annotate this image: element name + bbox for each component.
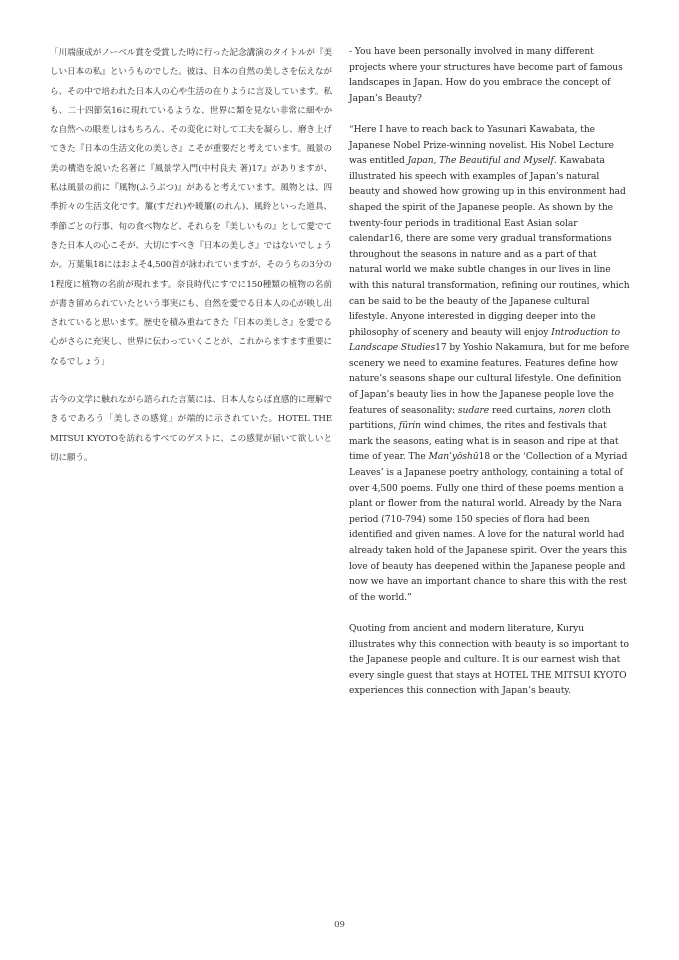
term-manyoshu: Man’yōshū	[428, 452, 479, 463]
japanese-paragraph-quote: 「川端康成がノーベル賞を受賞した時に行った記念講演のタイトルが『美しい日本の私』というものでした。彼は、日本の自然の美しさを伝えながら、その中で培われた日本人の心や生活の在りように言及しています。私も、二十四節気16に現れているような、世界に類を見ない非常に細やかな自然への眼差しはもちろん、その変化に対して工夫を凝らし、磨き上げてきた『日本の生活文化の美しさ』こそが重要だと考えています。風景の美の構造を説いた名著に『風景学入門(中村良夫 著)17』がありますが、私は風景の前に『風物(ふうぶつ)』があると考えています。風物とは、四季折々の生活文化です。簾(すだれ)や暖簾(のれん)、風鈴といった道具、季節ごとの行事、旬の食べ物など、それらを『美しいもの』として愛でてきた日本人の心こそが、大切にすべき『日本の美しさ』ではないでしょうか。万葉集18にはおよそ4,500首が詠われていますが、そのうちの3分の1程度に植物の名前が現れます。奈良時代にすでに150種類の植物の名前が書き留められていたという事実にも、自然を愛でる日本人の心が映し出されていると思います。歴史を積み重ねてきた『日本の美しさ』を愛でる心がさらに充実し、世界に伝わっていくことが、これからますます重要になるでしょう」	[50, 48, 332, 367]
closing-paragraph: Quoting from ancient and modern literature, Kuryu illustrates why this connection with beauty is so important to the Japanese people and culture. It is our earnest wish that every single guest that stays at HOTEL THE MITSUI KYOTO experiences this connection with Japan’s beauty.	[349, 623, 629, 697]
interview-answer: “Here I have to reach back to Yasunari Kawabata, the Japanese Nobel Prize-winning novelist. His Nobel Lecture was entitled Japan, The Beautiful and Myself. Kawabata illustrated his speech with examples of Japan’s natural beauty and showed how growing up in this environment had shaped the spirit of the Japanese people. As shown by the twenty-four periods in traditional East Asian solar calendar16, there are some very gradual transformations throughout the seasons in nature and as a part of that natural world we make subtle changes in our lives in line with this natural transformation, refining our routines, which can be said to be the beauty of the Japanese cultural lifestyle. Anyone interested in digging deeper into the philosophy of scenery and beauty will enjoy Introduction to Landscape Studies17 by Yoshio Nakamura, but for me before scenery we need to examine features. Features define how nature’s seasons shape our cultural lifestyle. One definition of Japan’s beauty lies in how the Japanese people love the features of seasonality: sudare reed curtains, noren cloth partitions, fūrin wind chimes, the rites and festivals that mark the seasons, eating what is in season and ripe at that time of year. The Man’yōshū18 or the ‘Collection of a Myriad Leaves’ is a Japanese poetry anthology, containing a total of over 4,500 poems. Fully one third of these poems mention a plant or flower from the natural world. Already by the Nara period (710-794) some 150 species of flora had been identified and given names. A love for the natural world had already taken hold of the Japanese spirit. Over the years this love of beauty has deepened within the Japanese people and now we have an important chance to share this with the rest of the world.”	[349, 124, 630, 603]
term-furin: fūrin	[398, 421, 421, 432]
term-noren: noren	[558, 405, 586, 416]
book-title-japan-beautiful: Japan, The Beautiful and Myself	[407, 156, 554, 167]
interview-question: - You have been personally involved in many different projects where your structures have become part of famous landscapes in Japan. How do you embrace the concept of Japan’s Beauty?	[349, 47, 623, 104]
term-sudare: sudare	[457, 405, 490, 416]
page-number: 09	[334, 920, 345, 930]
book-title-landscape-studies: Introduction to Landscape Studies	[349, 327, 621, 354]
japanese-column	[50, 44, 332, 468]
english-column	[349, 45, 631, 716]
japanese-paragraph-closing: 古今の文学に触れながら語られた言葉には、日本人ならば直感的に理解できるであろう「美しさの感覚」が端的に示されていた。HOTEL THE MITSUI KYOTOを訪れるすべてのゲストに、この感覚が届いて欲しいと切に願う。	[50, 395, 332, 463]
